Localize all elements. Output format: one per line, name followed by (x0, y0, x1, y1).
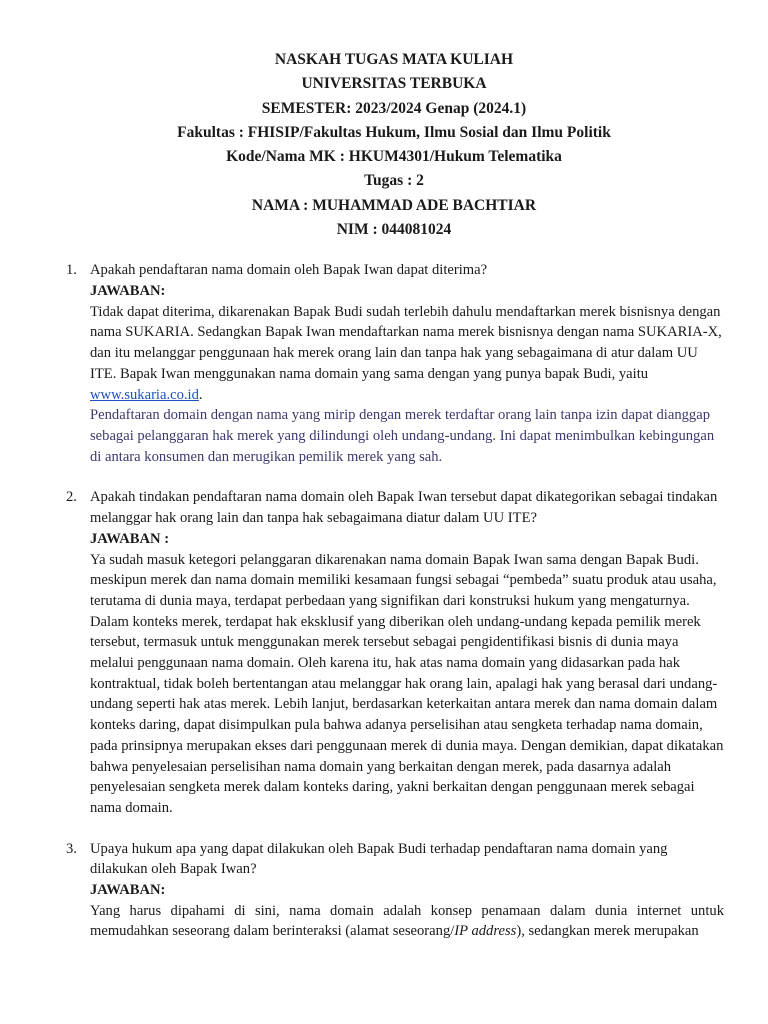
answer-text-end: ), sedangkan merek merupakan (516, 923, 699, 940)
question-text: Apakah pendaftaran nama domain oleh Bapak Iwan dapat diterima? (90, 262, 488, 279)
header-faculty: Fakultas : FHISIP/Fakultas Hukum, Ilmu Sosial dan Ilmu Politik (177, 123, 611, 141)
answer-text (90, 302, 724, 406)
answer-text-body: Tidak dapat diterima, dikarenakan Bapak Budi sudah terlebih dahulu mendaftarkan merek bisnisnya dengan nama SUKARIA. Sedangkan Bapak Iwan mendaftarkan nama merek bisnisnya dengan nama SUKARIA-X, dan itu melanggar penggunaan hak merek orang lain dan tanpa hak yang sebagaimana di atur dalam UU ITE. Bapak Iwan menggunakan nama domain yang sama dengan yang punya bapak Budi, yaitu (90, 303, 722, 382)
answer-highlight-text: Pendaftaran domain dengan nama yang mirip dengan merek terdaftar orang lain tanpa izin dapat dianggap sebagai pelanggaran hak merek yang dilindungi oleh undang-undang. Ini dapat menimbulkan kebingungan di antara konsumen dan merugikan pemilik merek yang sah. (90, 407, 715, 465)
question-item-2 (66, 487, 724, 818)
answer-paragraph-2: meskipun merek dan nama domain memiliki kesamaan fungsi sebagai “pembeda” suatu produk atau usaha, terutama di dunia maya, terdapat perbedaan yang signifikan dari konstruksi hukum yang mengaturnya. Dalam konteks merek, terdapat hak eksklusif yang diberikan oleh undang-undang kepada pemilik merek tersebut, termasuk untuk menggunakan merek tersebut sebagai pengidentifikasi bisnis di dunia maya melalui penggunaan nama domain. Oleh karena itu, hak atas nama domain yang didasarkan pada hak kontraktual, tidak boleh bertentangan atau melanggar hak orang lain, apalagi hak yang berasal dari undang-undang seperti hak atas merek. Lebih lanjut, berdasarkan keterkaitan antara merek dan nama domain dalam konteks daring, dapat disimpulkan pula bahwa adanya perselisihan atau sengketa terhadap nama domain, pada prinsipnya merupakan ekses dari penggunaan merek di dunia maya. Dengan demikian, dapat dikatakan bahwa penyelesaian perselisihan nama domain yang berkaitan dengan merek, pada dasarnya adalah penyelesaian sengketa merek dalam konteks daring, yakni berkaitan dengan penggunaan merek sebagai nama domain. (90, 572, 724, 816)
question-text: Apakah tindakan pendaftaran nama domain oleh Bapak Iwan tersebut dapat dikategorikan sebagai tindakan melanggar hak orang lain dan tanpa hak sebagaimana diatur dalam UU ITE? (90, 489, 718, 527)
answer-label: JAWABAN : (90, 530, 170, 547)
question-number: 3. (66, 840, 77, 857)
header-assignment: Tugas : 2 (364, 172, 424, 190)
header-student-name: NAMA : MUHAMMAD ADE BACHTIAR (251, 196, 537, 214)
question-number: 2. (66, 489, 77, 506)
question-item-3 (66, 839, 724, 943)
question-text: Upaya hukum apa yang dapat dilakukan oleh Bapak Budi terhadap pendaftaran nama domain yang dilakukan oleh Bapak Iwan? (90, 840, 668, 878)
header-student-id: NIM : 044081024 (336, 221, 452, 239)
document-header (64, 48, 724, 242)
answer-text-end: . (198, 386, 203, 403)
question-item-1 (66, 260, 724, 467)
header-course: Kode/Nama MK : HKUM4301/Hukum Telematika (226, 148, 562, 166)
header-title: NASKAH TUGAS MATA KULIAH (274, 51, 514, 68)
answer-paragraph-1: Ya sudah masuk ketegori pelanggaran dikarenakan nama domain Bapak Iwan sama dengan Bapak Budi. (90, 551, 699, 568)
domain-link[interactable]: www.sukaria.co.id (90, 386, 199, 403)
question-list (66, 260, 724, 942)
answer-text (90, 901, 724, 942)
header-semester: SEMESTER: 2023/2024 Genap (2024.1) (261, 99, 527, 117)
answer-label: JAWABAN: (90, 882, 166, 899)
answer-label: JAWABAN: (90, 283, 166, 300)
header-university: UNIVERSITAS TERBUKA (301, 75, 487, 93)
answer-italic-term: IP address (454, 923, 517, 940)
answer-text-start: Yang harus dipahami di sini, nama domain adalah konsep penamaan dalam dunia internet untuk memudahkan seseorang dalam berinteraksi (alamat seseorang/ (90, 902, 724, 940)
question-number: 1. (66, 262, 77, 279)
